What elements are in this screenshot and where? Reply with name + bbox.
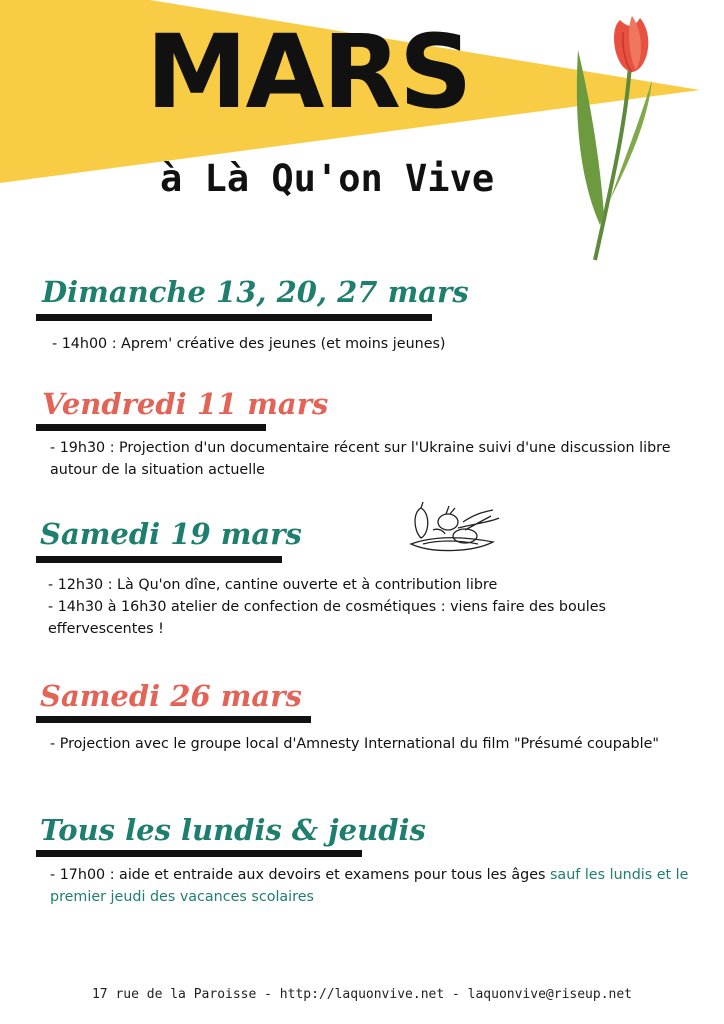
tulip-illustration: [560, 10, 670, 265]
section-heading: Samedi 19 mars: [40, 517, 302, 551]
event-line-highlight: sauf les lundis et le premier jeudi des vacances scolaires: [50, 867, 689, 905]
event-line: [50, 864, 690, 908]
section-heading: Dimanche 13, 20, 27 mars: [42, 275, 469, 309]
heading-underline: [36, 556, 282, 563]
heading-underline: [36, 314, 432, 321]
vegetables-illustration: [403, 500, 503, 558]
event-line: - 14h30 à 16h30 atelier de confection de cosmétiques : viens faire des boules effervescentes !: [48, 599, 606, 637]
event-details: [52, 333, 692, 355]
section-heading: Tous les lundis & jeudis: [40, 813, 426, 847]
section-heading: Samedi 26 mars: [40, 679, 302, 713]
event-details: [50, 437, 700, 481]
event-details: [48, 574, 698, 640]
heading-underline: [36, 424, 266, 431]
footer-contact: 17 rue de la Paroisse - http://laquonvive.net - laquonvive@riseup.net: [91, 987, 633, 1002]
event-line: - 12h30 : Là Qu'on dîne, cantine ouverte et à contribution libre: [48, 577, 498, 593]
heading-underline: [36, 716, 311, 723]
event-line: - Projection avec le groupe local d'Amnesty International du film "Présumé coupable": [50, 736, 659, 752]
page-title: MARS: [146, 13, 471, 132]
page-subtitle: à Là Qu'on Vive: [160, 157, 495, 200]
event-line: - 19h30 : Projection d'un documentaire récent sur l'Ukraine suivi d'une discussion libre autour de la situation actuelle: [50, 440, 671, 478]
event-line-main: - 17h00 : aide et entraide aux devoirs et examens pour tous les âges: [50, 867, 550, 883]
event-details: [50, 733, 690, 755]
section-heading: Vendredi 11 mars: [42, 387, 329, 421]
event-line: - 14h00 : Aprem' créative des jeunes (et moins jeunes): [52, 336, 446, 352]
event-details: [50, 864, 690, 908]
heading-underline: [36, 850, 362, 857]
